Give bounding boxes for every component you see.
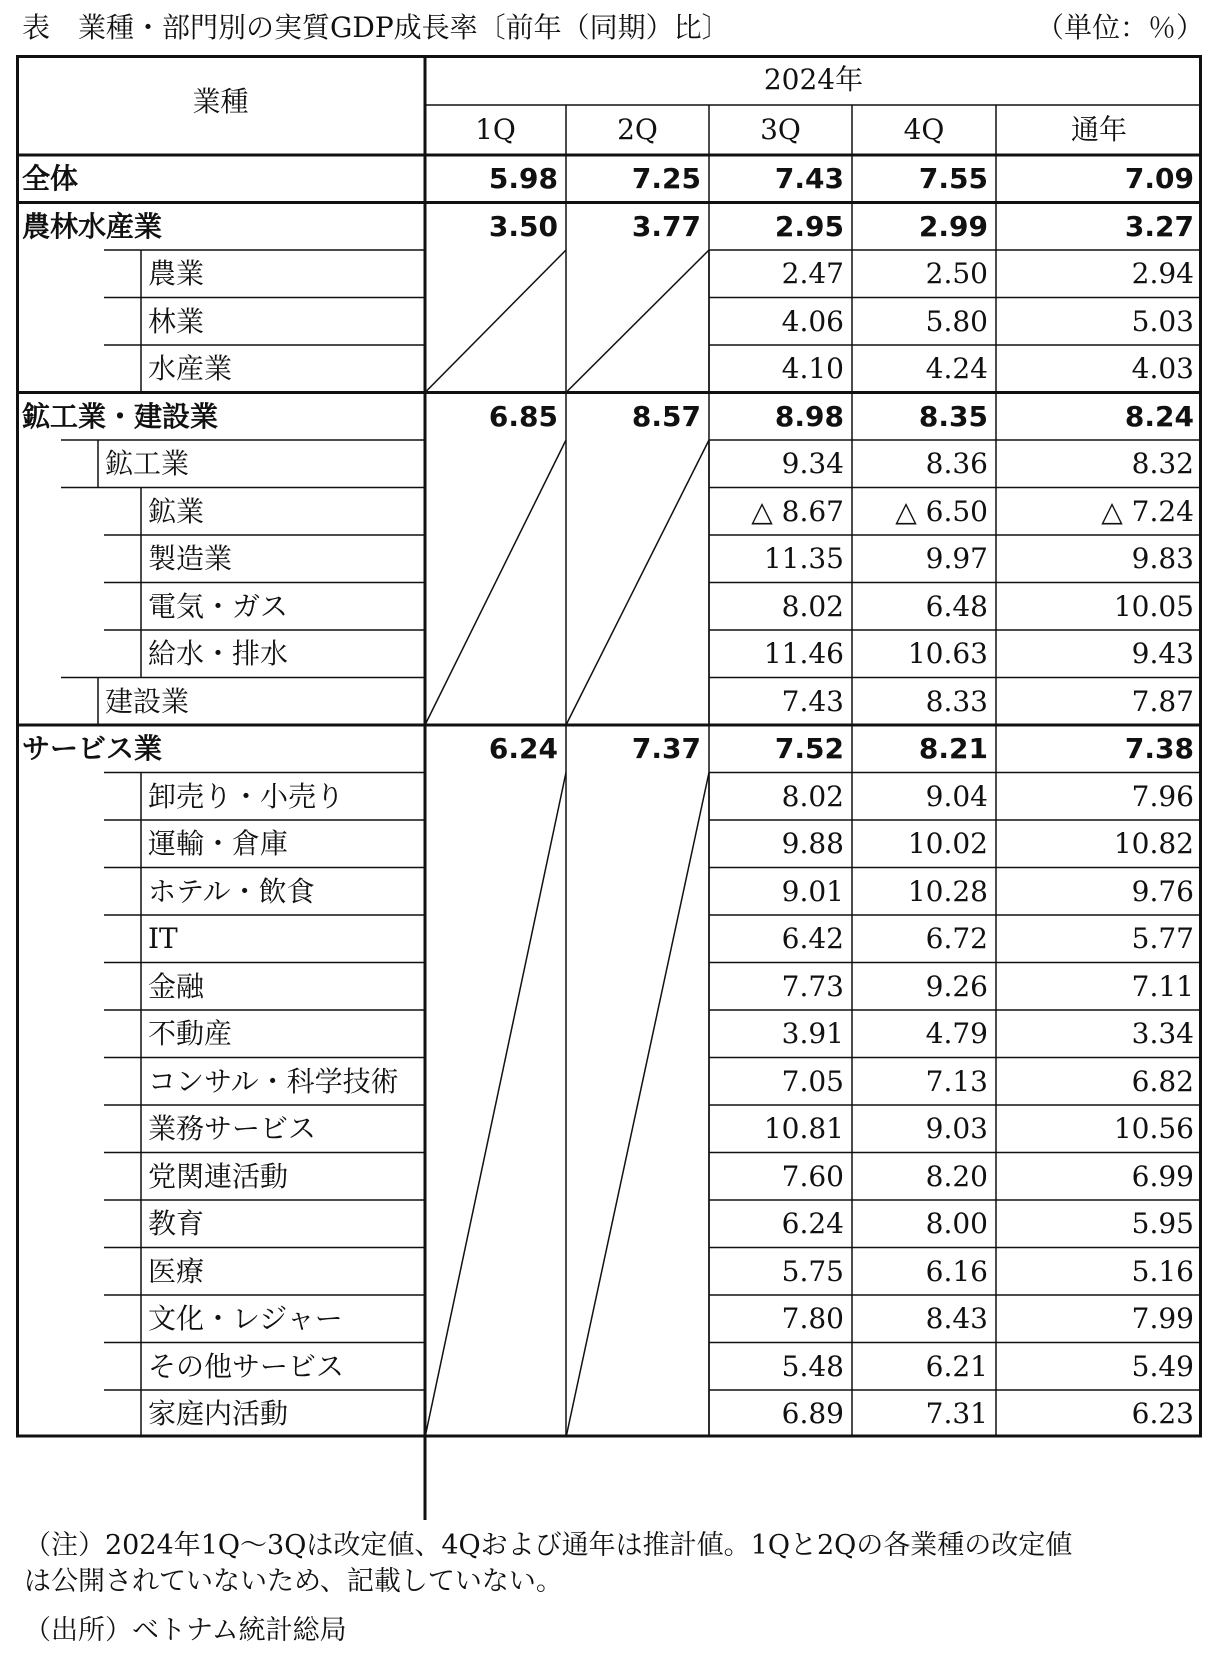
value-cell: 10.28: [907, 874, 988, 908]
value-cell: 9.83: [1131, 542, 1194, 575]
value-cell: 9.03: [925, 1112, 988, 1145]
value-cell: 6.48: [925, 589, 988, 623]
note-line-1: （注）2024年1Q～3Qは改定値、4Qおよび通年は推計値。1Qと2Qの各業種の改定値: [24, 1530, 1073, 1561]
value-cell: 10.02: [907, 827, 988, 860]
value-cell: 8.43: [925, 1302, 988, 1335]
header-year: 2024年: [763, 63, 864, 96]
value-cell: 8.35: [918, 399, 988, 433]
value-cell: 8.98: [774, 399, 844, 433]
value-cell: 10.56: [1113, 1112, 1194, 1145]
value-cell: 7.09: [1124, 162, 1194, 195]
value-cell: 10.63: [907, 637, 988, 670]
row-label: 水産業: [148, 352, 233, 385]
value-cell: 11.46: [763, 637, 844, 670]
value-cell: 7.37: [631, 732, 701, 765]
value-cell: 6.42: [781, 922, 844, 955]
value-cell: 2.47: [781, 257, 844, 290]
value-cell: 7.80: [781, 1302, 844, 1335]
row-label: 建設業: [105, 684, 190, 718]
row-label: 製造業: [148, 542, 233, 575]
value-cell: 6.82: [1131, 1064, 1194, 1098]
value-cell: 8.00: [925, 1207, 988, 1240]
value-cell: 6.85: [488, 399, 558, 433]
value-cell: 4.24: [925, 352, 988, 385]
value-cell: 8.24: [1124, 399, 1194, 433]
value-cell: 7.60: [781, 1159, 844, 1193]
value-cell: 8.57: [631, 399, 701, 433]
value-cell: 10.81: [763, 1112, 844, 1145]
value-cell: 9.26: [925, 969, 988, 1003]
value-cell: 8.20: [925, 1159, 988, 1193]
row-label: 鉱工業・建設業: [22, 399, 219, 433]
row-label: 農林水産業: [22, 209, 163, 243]
row-label: 給水・排水: [148, 637, 289, 670]
value-cell: 2.99: [918, 209, 988, 243]
value-cell: 2.50: [925, 257, 988, 290]
value-cell: 7.25: [631, 162, 701, 195]
value-cell: 11.35: [763, 542, 844, 575]
row-label: 全体: [22, 162, 79, 195]
value-cell: 6.89: [781, 1397, 844, 1430]
header-col: 4Q: [903, 113, 945, 146]
blank-diagonal: [566, 440, 709, 725]
row-label: 医療: [148, 1254, 205, 1288]
value-cell: 7.31: [925, 1397, 988, 1430]
value-cell: 2.94: [1131, 257, 1194, 290]
value-cell: 2.95: [774, 209, 844, 243]
value-cell: 3.91: [781, 1017, 844, 1050]
value-cell: 9.34: [781, 447, 844, 480]
unit-label: （単位：％）: [1035, 11, 1204, 44]
value-cell: 7.13: [925, 1064, 988, 1098]
value-cell: 9.04: [925, 779, 988, 813]
value-cell: 4.06: [781, 304, 844, 338]
value-cell: 7.11: [1131, 969, 1194, 1003]
value-cell: 8.32: [1131, 447, 1194, 480]
blank-diagonal: [425, 250, 566, 393]
value-cell: 7.96: [1131, 779, 1194, 813]
note-line-2: は公開されていないため、記載していない。: [24, 1566, 563, 1597]
value-cell: 6.23: [1131, 1397, 1194, 1430]
value-cell: 5.16: [1131, 1254, 1194, 1288]
value-cell: 3.50: [488, 209, 558, 243]
value-cell: 6.99: [1131, 1159, 1194, 1193]
row-label: 党関連活動: [148, 1159, 289, 1193]
row-label: 鉱工業: [105, 447, 190, 480]
value-cell: 6.24: [781, 1207, 844, 1240]
value-cell: 6.16: [925, 1254, 988, 1288]
value-cell: 7.43: [781, 684, 844, 718]
table-caption: 表 業種・部門別の実質GDP成長率〔前年（同期）比〕: [22, 11, 730, 44]
header-col: 通年: [1070, 113, 1127, 146]
value-cell: 3.27: [1124, 209, 1194, 243]
row-label: 業務サービス: [148, 1112, 317, 1145]
value-cell: △ 7.24: [1101, 494, 1194, 528]
row-label: 運輸・倉庫: [148, 827, 289, 860]
header-col: 3Q: [760, 113, 801, 146]
value-cell: △ 8.67: [751, 494, 844, 528]
row-label: 林業: [148, 304, 205, 338]
blank-diagonal: [566, 773, 709, 1438]
value-cell: △ 6.50: [895, 494, 988, 528]
value-cell: 5.77: [1131, 922, 1194, 955]
value-cell: 4.10: [781, 352, 844, 385]
row-label: 卸売り・小売り: [148, 779, 345, 813]
gdp-growth-table: [16, 55, 1202, 1520]
blank-diagonal: [425, 440, 566, 725]
value-cell: 7.73: [781, 969, 844, 1003]
value-cell: 9.43: [1131, 637, 1194, 670]
value-cell: 5.48: [781, 1349, 844, 1383]
row-label: その他サービス: [148, 1349, 345, 1383]
header-industry: 業種: [192, 85, 249, 118]
value-cell: 6.21: [925, 1349, 988, 1383]
value-cell: 5.98: [488, 162, 558, 195]
value-cell: 7.05: [781, 1064, 844, 1098]
value-cell: 9.88: [781, 827, 844, 860]
value-cell: 8.33: [925, 684, 988, 718]
value-cell: 5.80: [925, 304, 988, 338]
value-cell: 6.24: [488, 732, 558, 765]
value-cell: 8.36: [925, 447, 988, 480]
value-cell: 8.21: [918, 732, 988, 765]
value-cell: 6.72: [925, 922, 988, 955]
value-cell: 5.95: [1131, 1207, 1194, 1240]
row-label: 教育: [148, 1207, 205, 1240]
value-cell: 9.76: [1131, 874, 1194, 908]
value-cell: 8.02: [781, 779, 844, 813]
blank-diagonal: [566, 250, 709, 393]
row-label: 金融: [148, 969, 205, 1003]
value-cell: 7.52: [774, 732, 844, 765]
value-cell: 5.03: [1131, 304, 1194, 338]
source-note: （出所）ベトナム統計総局: [24, 1615, 347, 1646]
header-col: 2Q: [617, 113, 658, 146]
blank-diagonal: [425, 773, 566, 1438]
row-label: ホテル・飲食: [148, 874, 315, 908]
value-cell: 3.34: [1131, 1017, 1194, 1050]
value-cell: 9.01: [781, 874, 844, 908]
value-cell: 7.43: [774, 162, 844, 195]
value-cell: 5.49: [1131, 1349, 1194, 1383]
row-label: 農業: [148, 257, 205, 290]
row-label: コンサル・科学技術: [148, 1064, 399, 1098]
row-label: 鉱業: [148, 494, 205, 528]
value-cell: 10.05: [1113, 589, 1194, 623]
value-cell: 7.38: [1124, 732, 1194, 765]
value-cell: 7.87: [1131, 684, 1194, 718]
row-label: 文化・レジャー: [148, 1302, 343, 1335]
row-label: 家庭内活動: [148, 1397, 289, 1430]
row-label: 不動産: [148, 1017, 233, 1050]
value-cell: 10.82: [1113, 827, 1194, 860]
value-cell: 4.03: [1131, 352, 1194, 385]
row-label: 電気・ガス: [148, 589, 289, 623]
header-col: 1Q: [475, 113, 516, 146]
value-cell: 7.55: [918, 162, 988, 195]
row-label: サービス業: [22, 732, 163, 765]
value-cell: 7.99: [1131, 1302, 1194, 1335]
value-cell: 5.75: [781, 1254, 844, 1288]
value-cell: 9.97: [925, 542, 988, 575]
value-cell: 3.77: [631, 209, 701, 243]
value-cell: 4.79: [925, 1017, 988, 1050]
row-label: IT: [148, 922, 178, 955]
value-cell: 8.02: [781, 589, 844, 623]
